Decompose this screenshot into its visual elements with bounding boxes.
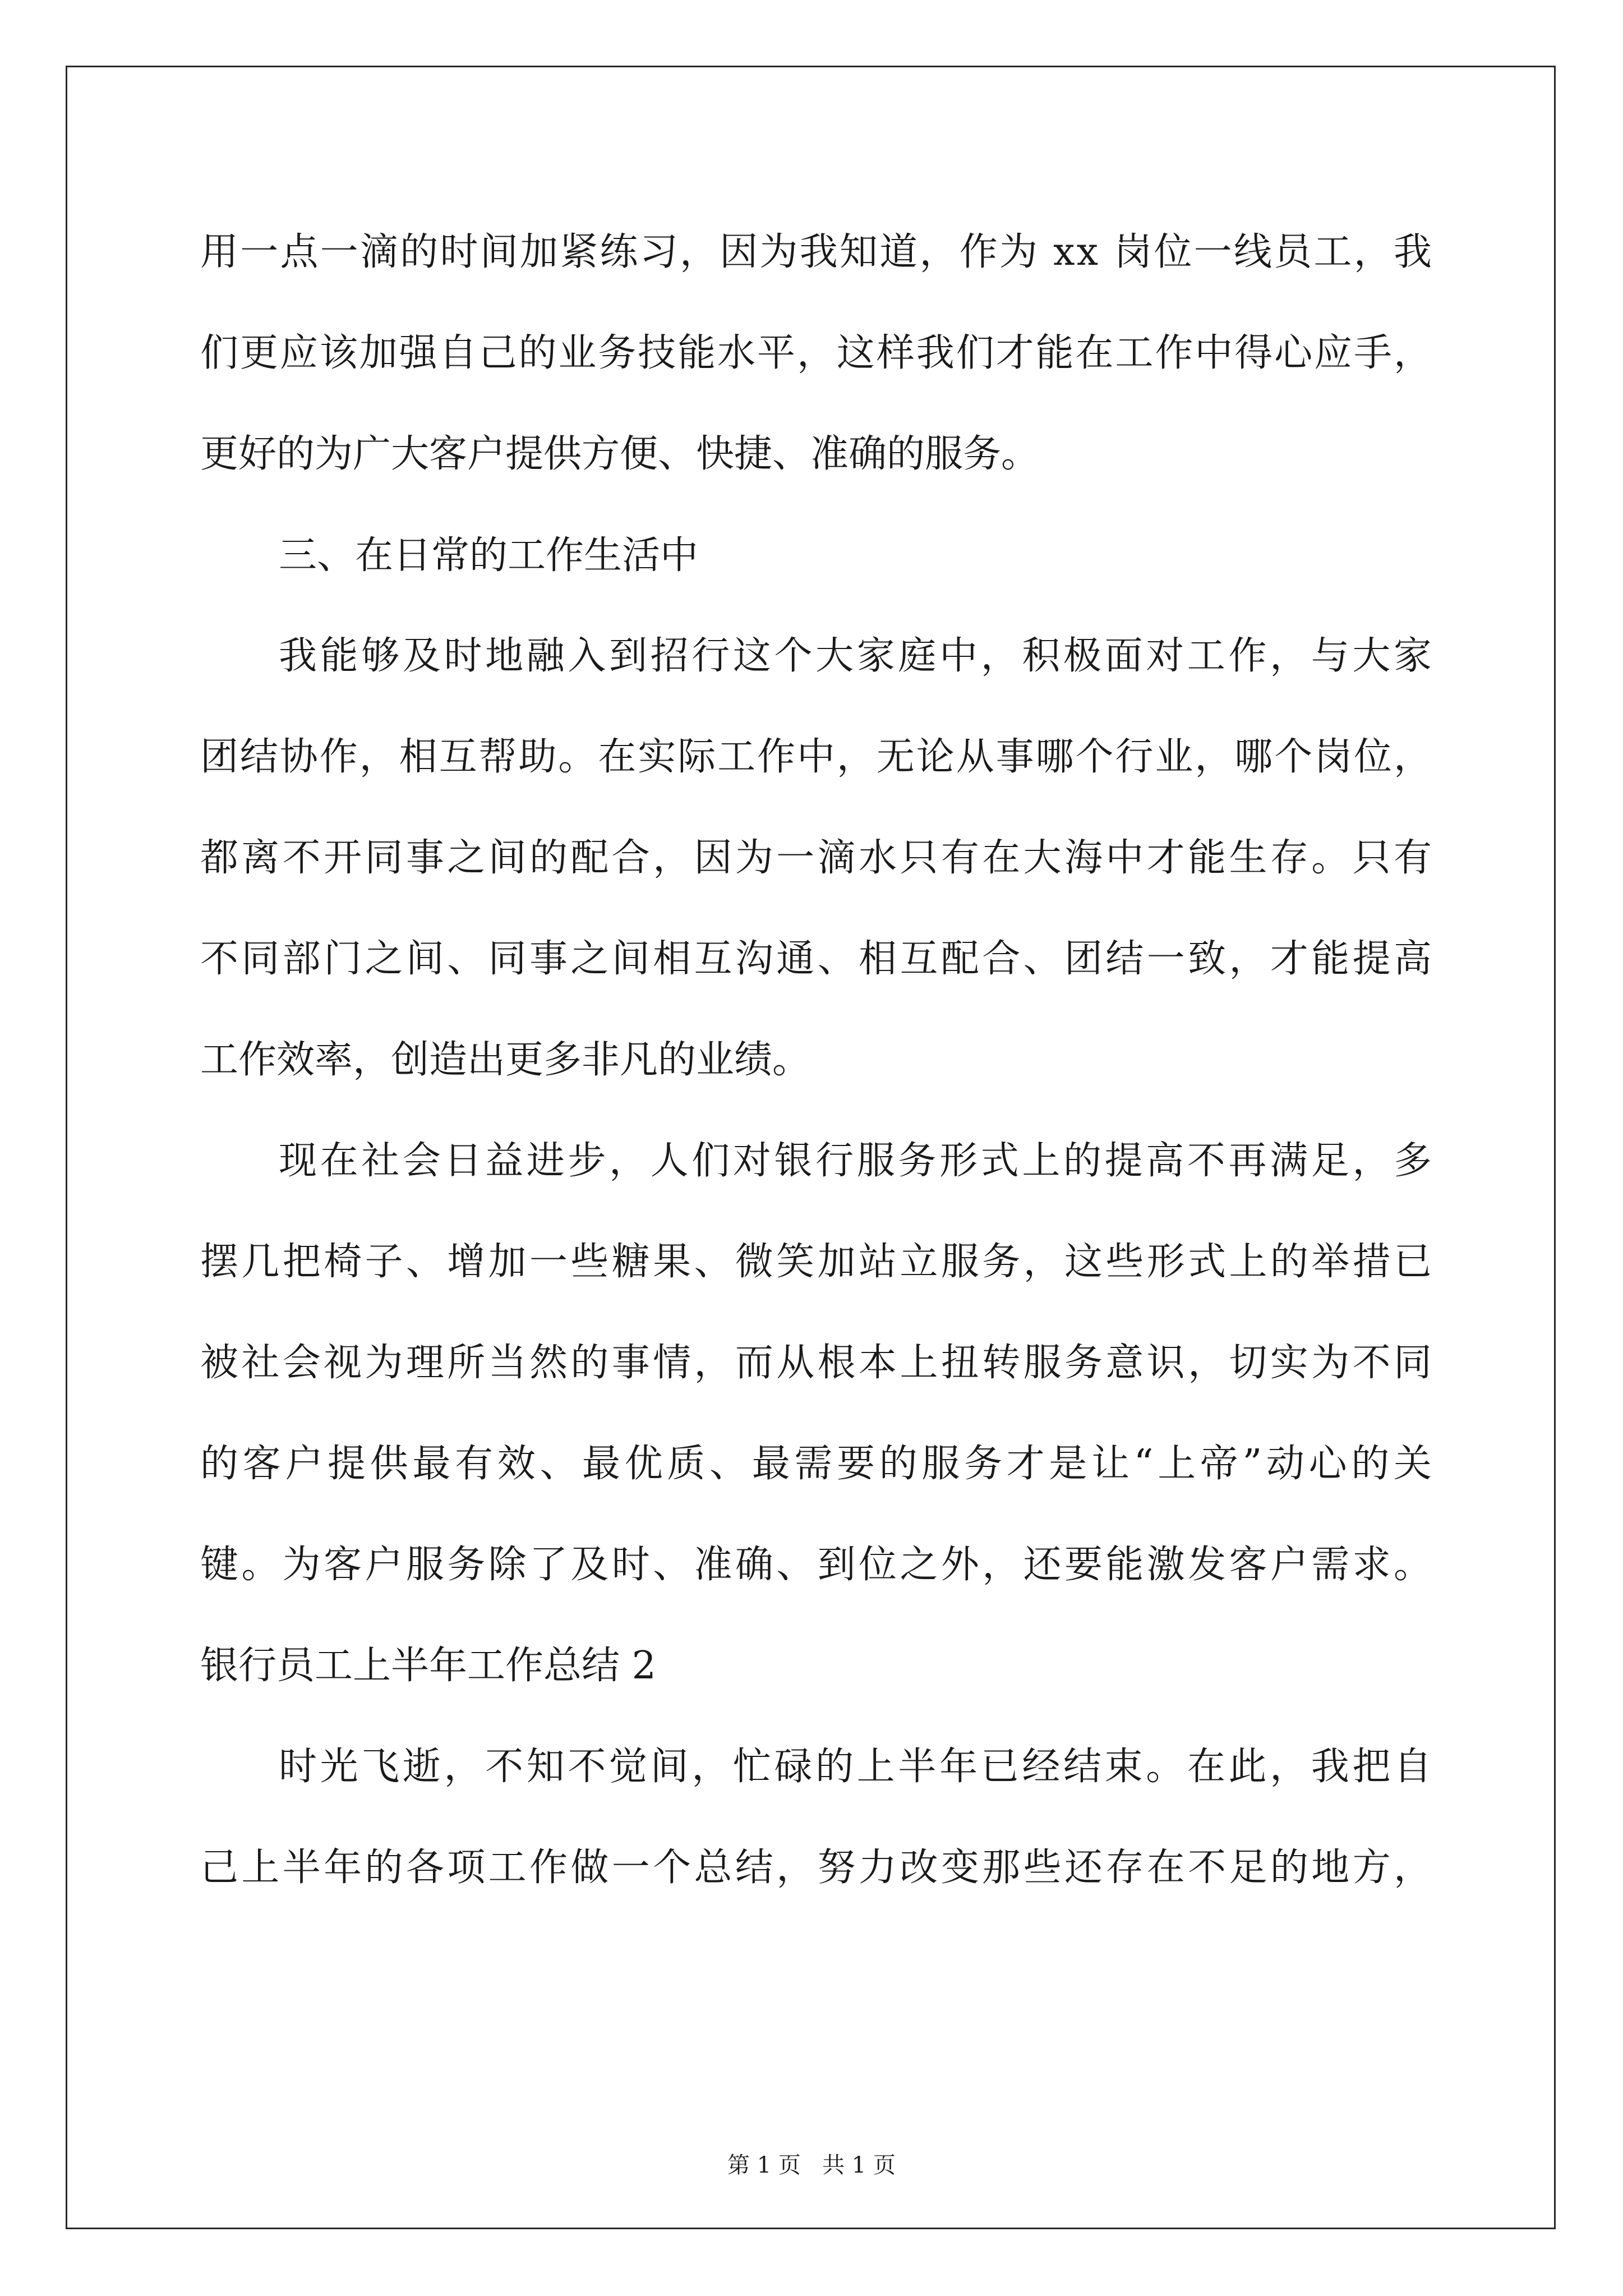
body-text-line: 更好的为广大客户提供方便、快捷、准确的服务。: [200, 432, 1040, 476]
body-text-line: 不同部门之间、同事之间相互沟通、相互配合、团结一致，才能提高: [200, 937, 1435, 981]
body-text-line: 团结协作，相互帮助。在实际工作中，无论从事哪个行业，哪个岗位，: [200, 735, 1433, 779]
section-heading: 三、在日常的工作生活中: [279, 533, 699, 578]
body-text-line: 们更应该加强自己的业务技能水平，这样我们才能在工作中得心应手，: [200, 331, 1433, 375]
body-text-line: 现在社会日益进步，人们对银行服务形式上的提高不再满足，多: [279, 1139, 1435, 1183]
body-text-line: 被社会视为理所当然的事情，而从根本上扭转服务意识，切实为不同: [200, 1341, 1435, 1385]
body-text-line: 时光飞逝，不知不觉间，忙碌的上半年已经结束。在此，我把自: [279, 1745, 1435, 1789]
body-text-line: 我能够及时地融入到招行这个大家庭中，积极面对工作，与大家: [279, 634, 1435, 678]
body-text-line: 己上半年的各项工作做一个总结，努力改变那些还存在不足的地方，: [200, 1846, 1435, 1890]
body-text-line: 摆几把椅子、增加一些糖果、微笑加站立服务，这些形式上的举措已: [200, 1240, 1435, 1284]
body-text-line: 用一点一滴的时间加紧练习，因为我知道，作为 xx 岗位一线员工，我: [200, 230, 1434, 274]
body-text-line: 工作效率，创造出更多非凡的业绩。: [200, 1038, 811, 1082]
body-text-line: 键。为客户服务除了及时、准确、到位之外，还要能激发客户需求。: [200, 1543, 1435, 1587]
article-title: 银行员工上半年工作总结 2: [200, 1644, 656, 1688]
body-text-line: 都离不开同事之间的配合，因为一滴水只有在大海中才能生存。只有: [200, 836, 1435, 880]
body-text-line: 的客户提供最有效、最优质、最需要的服务才是让“上帝”动心的关: [200, 1442, 1436, 1486]
page-number-footer: 第 1 页 共 1 页: [727, 2152, 896, 2178]
